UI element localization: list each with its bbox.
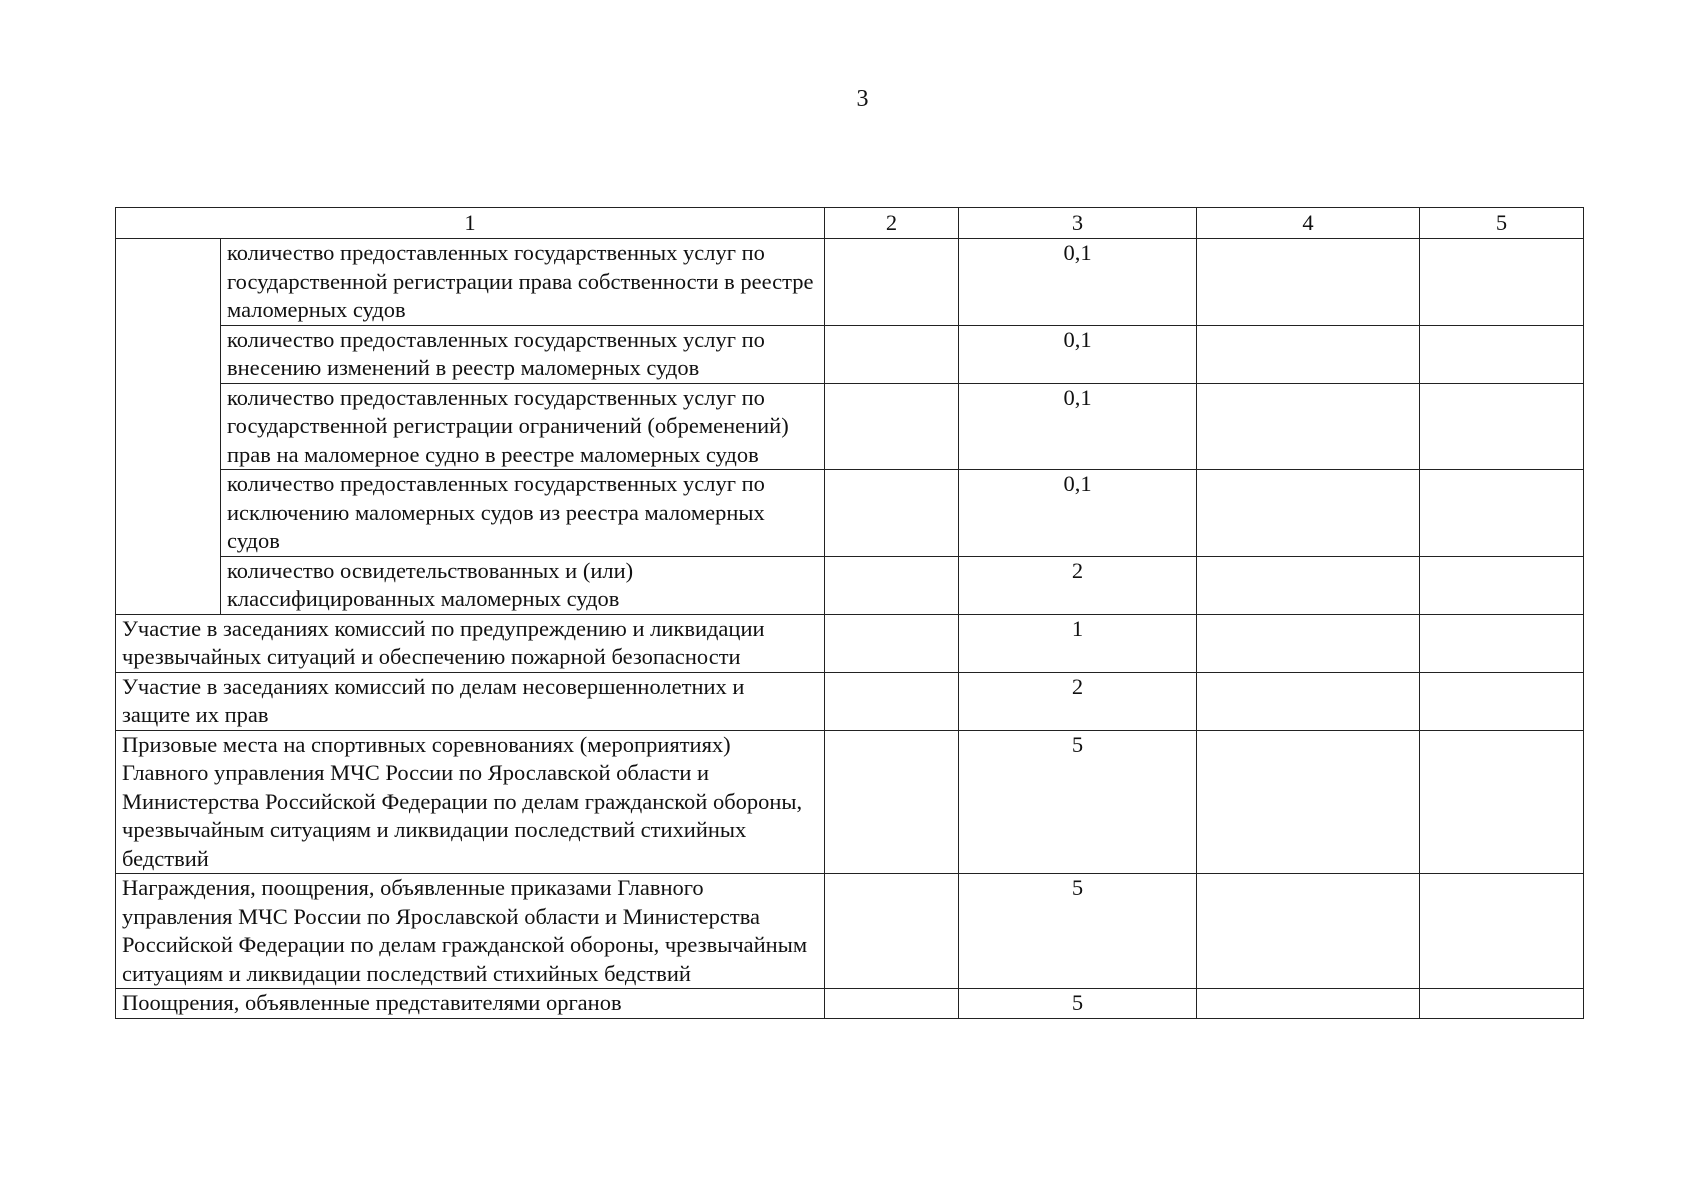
row-col-2 — [825, 614, 959, 672]
row-col-5 — [1420, 672, 1584, 730]
indent-cell — [116, 239, 221, 615]
row-col-4 — [1197, 556, 1420, 614]
table-row — [116, 989, 1584, 1019]
row-col-3: 0,1 — [959, 239, 1197, 326]
page-number: 3 — [856, 86, 869, 112]
row-col-5 — [1420, 556, 1584, 614]
header-col-2: 2 — [825, 208, 959, 239]
row-text: Участие в заседаниях комиссий по предупреждению и ликвидации чрезвычайных ситуаций и обеспечению пожарной безопасности — [116, 614, 825, 672]
row-col-5 — [1420, 730, 1584, 874]
row-text: количество предоставленных государственных услуг по государственной регистрации права собственности в реестре маломерных судов — [221, 239, 825, 326]
row-col-5 — [1420, 325, 1584, 383]
table-row — [116, 239, 1584, 326]
row-text: количество освидетельствованных и (или) классифицированных маломерных судов — [221, 556, 825, 614]
document-table — [115, 207, 1584, 1019]
row-text: Участие в заседаниях комиссий по делам несовершеннолетних и защите их прав — [116, 672, 825, 730]
row-col-2 — [825, 556, 959, 614]
row-col-2 — [825, 672, 959, 730]
table-row — [116, 730, 1584, 874]
row-col-2 — [825, 874, 959, 989]
row-col-3: 0,1 — [959, 325, 1197, 383]
table-row — [116, 874, 1584, 989]
row-col-4 — [1197, 989, 1420, 1019]
table-row — [116, 470, 1584, 557]
row-text: Призовые места на спортивных соревнованиях (мероприятиях) Главного управления МЧС России по Ярославской области и Министерства Российской Федерации по делам гражданской обороны, чрезвычайным ситуациям и ликвидации последствий стихийных бедствий — [116, 730, 825, 874]
row-col-5 — [1420, 989, 1584, 1019]
row-text: количество предоставленных государственных услуг по внесению изменений в реестр маломерных судов — [221, 325, 825, 383]
row-text: Поощрения, объявленные представителями органов — [116, 989, 825, 1019]
table-row — [116, 383, 1584, 470]
table-row — [116, 672, 1584, 730]
header-col-3: 3 — [959, 208, 1197, 239]
table-header-row — [116, 208, 1584, 239]
row-col-4 — [1197, 239, 1420, 326]
row-col-4 — [1197, 325, 1420, 383]
row-col-5 — [1420, 383, 1584, 470]
row-col-2 — [825, 989, 959, 1019]
row-col-3: 2 — [959, 672, 1197, 730]
row-col-3: 5 — [959, 730, 1197, 874]
row-col-2 — [825, 239, 959, 326]
row-text: количество предоставленных государственных услуг по государственной регистрации ограничений (обременений) прав на маломерное судно в реестре маломерных судов — [221, 383, 825, 470]
row-col-4 — [1197, 470, 1420, 557]
row-col-2 — [825, 730, 959, 874]
row-col-2 — [825, 325, 959, 383]
row-col-5 — [1420, 239, 1584, 326]
row-col-3: 1 — [959, 614, 1197, 672]
row-col-4 — [1197, 383, 1420, 470]
row-col-2 — [825, 383, 959, 470]
row-col-3: 0,1 — [959, 383, 1197, 470]
row-col-3: 5 — [959, 989, 1197, 1019]
row-col-3: 2 — [959, 556, 1197, 614]
row-col-3: 5 — [959, 874, 1197, 989]
row-col-4 — [1197, 730, 1420, 874]
header-col-4: 4 — [1197, 208, 1420, 239]
row-text: количество предоставленных государственных услуг по исключению маломерных судов из реестра маломерных судов — [221, 470, 825, 557]
row-col-5 — [1420, 614, 1584, 672]
row-col-5 — [1420, 470, 1584, 557]
table-row — [116, 556, 1584, 614]
table-row — [116, 614, 1584, 672]
header-col-1: 1 — [116, 208, 825, 239]
row-col-3: 0,1 — [959, 470, 1197, 557]
row-col-5 — [1420, 874, 1584, 989]
row-col-2 — [825, 470, 959, 557]
row-col-4 — [1197, 672, 1420, 730]
row-text: Награждения, поощрения, объявленные приказами Главного управления МЧС России по Ярославской области и Министерства Российской Федерации по делам гражданской обороны, чрезвычайным ситуациям и ликвидации последствий стихийных бедствий — [116, 874, 825, 989]
row-col-4 — [1197, 614, 1420, 672]
header-col-5: 5 — [1420, 208, 1584, 239]
table-row — [116, 325, 1584, 383]
row-col-4 — [1197, 874, 1420, 989]
